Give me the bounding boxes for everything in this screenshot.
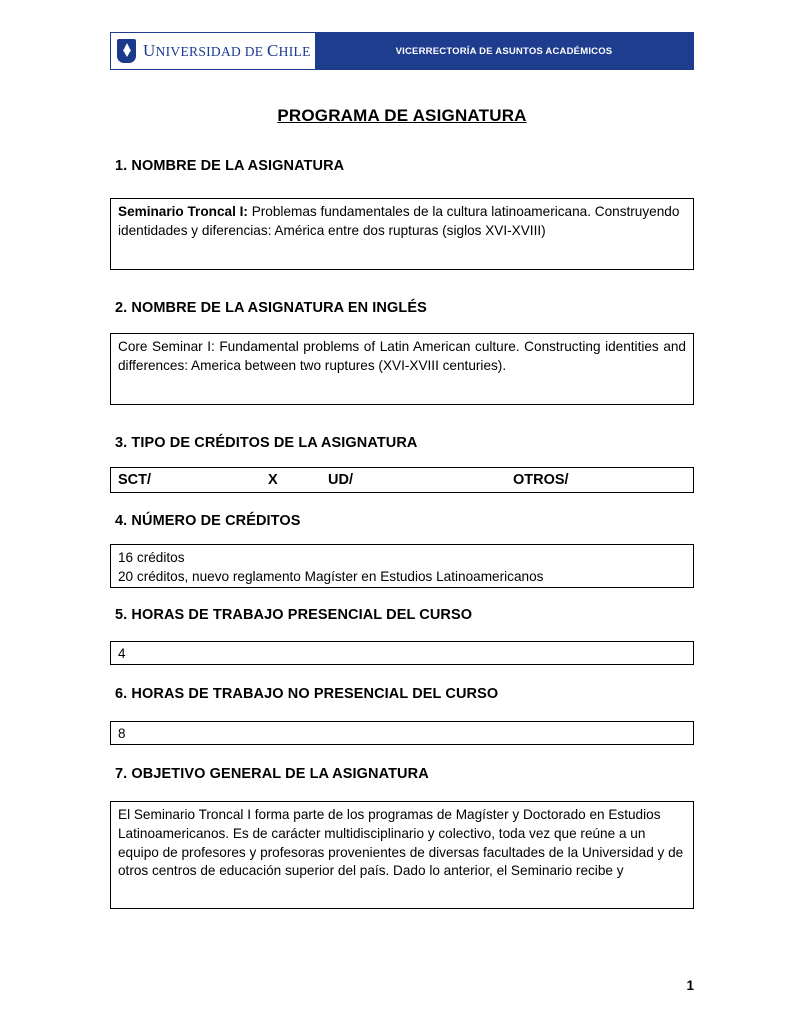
section-heading-6: 6. HORAS DE TRABAJO NO PRESENCIAL DEL CURSO (115, 686, 499, 702)
university-logo-block (111, 33, 315, 69)
course-name-english: Core Seminar I: Fundamental problems of Latin American culture. Constructing identities and differences: America between two ruptures (XVI-XVIII centuries). (118, 339, 686, 373)
section-box-4 (110, 544, 694, 588)
course-name-label: Seminario Troncal I: (118, 204, 248, 219)
credit-otros-label: OTROS/ (513, 472, 569, 488)
section-heading-3: 3. TIPO DE CRÉDITOS DE LA ASIGNATURA (115, 435, 418, 451)
page-title: PROGRAMA DE ASIGNATURA (277, 106, 527, 125)
section-heading-5: 5. HORAS DE TRABAJO PRESENCIAL DEL CURSO (115, 607, 473, 623)
shield-icon (117, 39, 136, 63)
credit-ud-label: UD/ (328, 472, 353, 488)
section-box-1 (110, 198, 694, 270)
university-name: UNIVERSIDAD DE CHILE (143, 41, 311, 60)
document-content (110, 32, 694, 909)
section-heading-1: 1. NOMBRE DE LA ASIGNATURA (115, 158, 345, 174)
credits-line-2: 20 créditos, nuevo reglamento Magíster en Estudios Latinoamericanos (118, 568, 544, 584)
section-box-7 (110, 801, 694, 909)
section-heading-7: 7. OBJETIVO GENERAL DE LA ASIGNATURA (115, 766, 429, 782)
non-presential-hours-value: 8 (118, 725, 126, 741)
page-number: 1 (686, 978, 694, 993)
section-heading-2: 2. NOMBRE DE LA ASIGNATURA EN INGLÉS (115, 300, 427, 316)
section-box-2 (110, 333, 694, 405)
section-box-6 (110, 721, 694, 745)
credit-sct-label: SCT/ (118, 472, 152, 488)
credit-sct-value: X (268, 472, 278, 488)
page-header-banner (110, 32, 694, 70)
general-objective-text: El Seminario Troncal I forma parte de los programas de Magíster y Doctorado en Estudios Latinoamericanos. Es de carácter multidisciplinario y colectivo, toda vez que reúne a un equipo de profesores y profesoras provenientes de diversas facultades de la Universidad y de otros centros de educación superior del país. Dado lo anterior, el Seminario recibe y (118, 807, 684, 879)
credit-type-row (110, 467, 694, 493)
course-name-value: Problemas fundamentales de la cultura latinoamericana. Construyendo identidades y diferencias: América entre dos rupturas (siglos XVI-XVIII) (118, 204, 680, 238)
credits-line-1: 16 créditos (118, 550, 185, 565)
presential-hours-value: 4 (118, 645, 126, 661)
section-heading-4: 4. NÚMERO DE CRÉDITOS (115, 513, 301, 529)
office-name: VICERRECTORÍA DE ASUNTOS ACADÉMICOS (315, 33, 693, 69)
section-box-5 (110, 641, 694, 665)
